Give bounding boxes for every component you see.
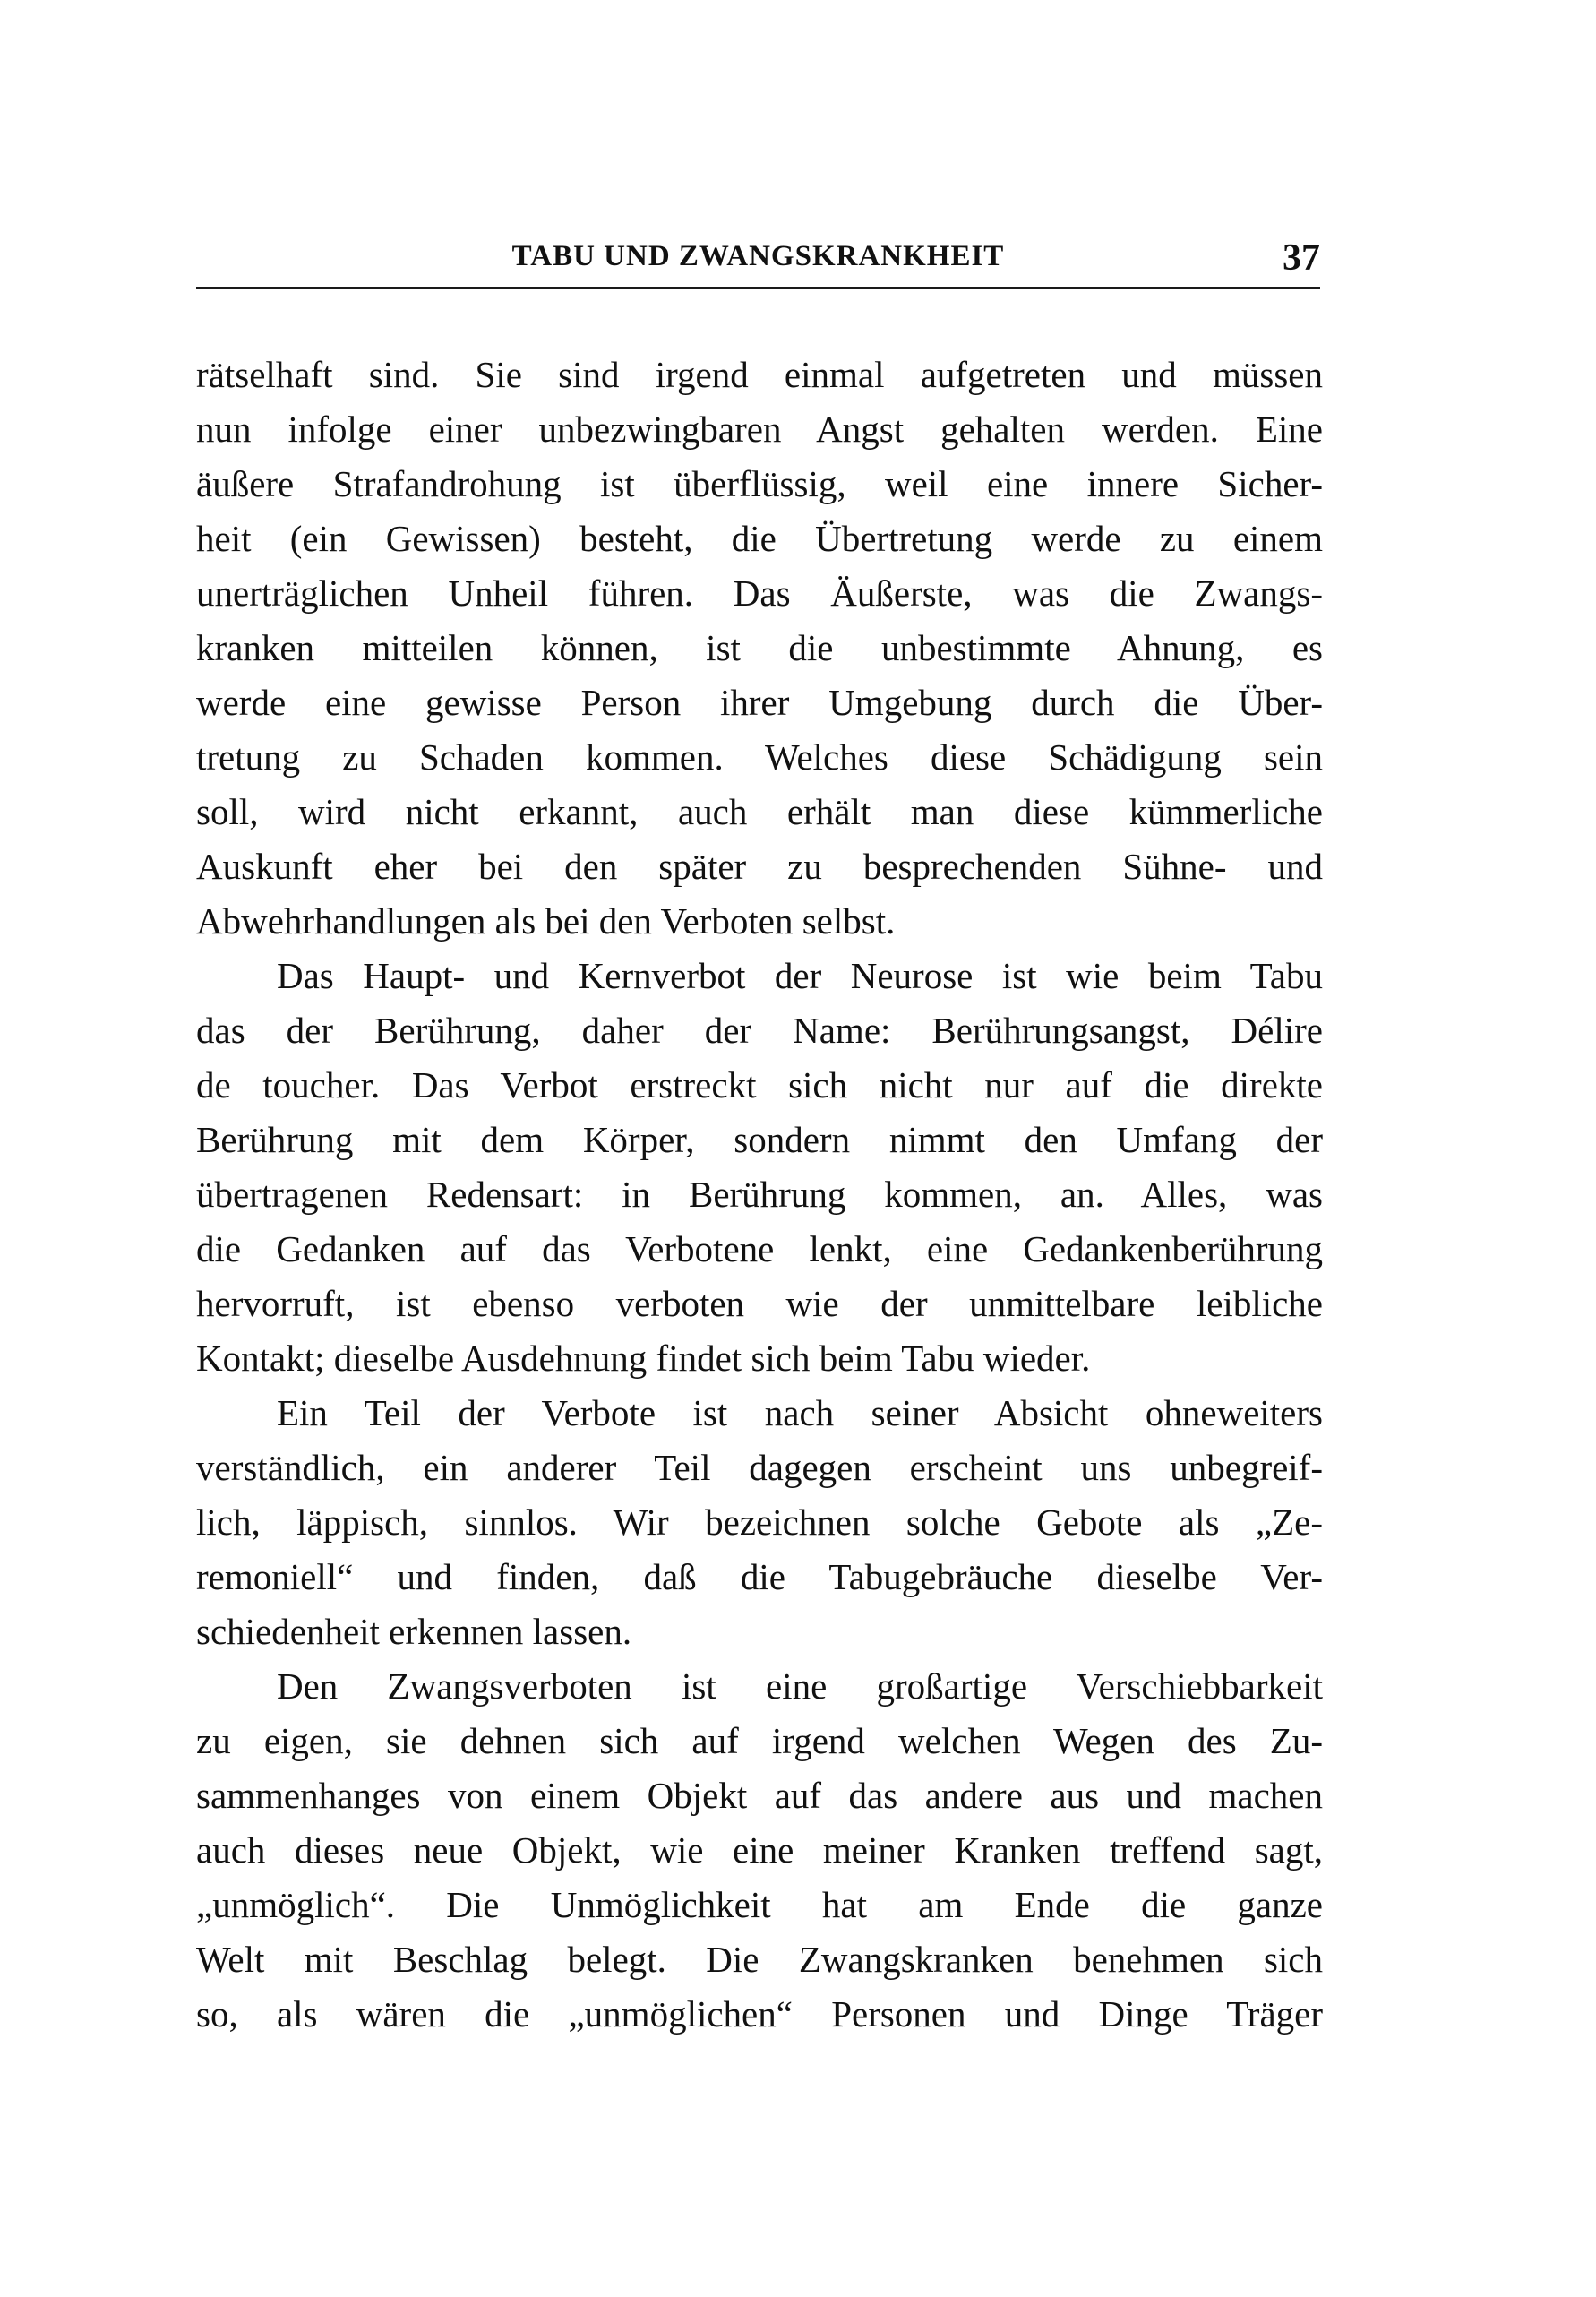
text-line: so, als wären die „unmöglichen“ Personen und Dinge Träger: [196, 1993, 1323, 2035]
text-line: de toucher. Das Verbot erstreckt sich nicht nur auf die direkte: [196, 1064, 1323, 1105]
text-line: kranken mitteilen können, ist die unbestimmte Ahnung, es: [196, 627, 1323, 668]
text-line: schiedenheit erkennen lassen.: [196, 1611, 632, 1652]
text-line: tretung zu Schaden kommen. Welches diese Schädigung sein: [196, 736, 1323, 778]
text-line: Berührung mit dem Körper, sondern nimmt den Umfang der: [196, 1119, 1323, 1160]
paragraph-first-line: Ein Teil der Verbote ist nach seiner Absicht ohneweiters: [277, 1392, 1323, 1433]
text-line: Abwehrhandlungen als bei den Verboten selbst.: [196, 900, 896, 942]
text-line: Welt mit Beschlag belegt. Die Zwangskranken benehmen sich: [196, 1939, 1323, 1980]
text-line: remoniell“ und finden, daß die Tabugebräuche dieselbe Ver-: [196, 1556, 1323, 1597]
text-line: das der Berührung, daher der Name: Berührungsangst, Délire: [196, 1010, 1323, 1051]
text-line: nun infolge einer unbezwingbaren Angst gehalten werden. Eine: [196, 409, 1323, 450]
text-line: Auskunft eher bei den später zu besprechenden Sühne- und: [196, 846, 1323, 887]
text-line: „unmöglich“. Die Unmöglichkeit hat am Ende die ganze: [196, 1884, 1323, 1925]
text-line: verständlich, ein anderer Teil dagegen erscheint uns unbegreif-: [196, 1447, 1323, 1488]
text-line: äußere Strafandrohung ist überflüssig, weil eine innere Sicher-: [196, 463, 1323, 504]
text-line: heit (ein Gewissen) besteht, die Übertretung werde zu einem: [196, 518, 1323, 559]
text-line: lich, läppisch, sinnlos. Wir bezeichnen solche Gebote als „Ze-: [196, 1501, 1323, 1543]
text-line: Kontakt; dieselbe Ausdehnung findet sich beim Tabu wieder.: [196, 1338, 1091, 1379]
text-line: zu eigen, sie dehnen sich auf irgend welchen Wegen des Zu-: [196, 1720, 1323, 1761]
text-line: werde eine gewisse Person ihrer Umgebung durch die Über-: [196, 682, 1323, 723]
text-line: hervorruft, ist ebenso verboten wie der unmittelbare leibliche: [196, 1283, 1323, 1324]
text-line: übertragenen Redensart: in Berührung kommen, an. Alles, was: [196, 1174, 1323, 1215]
paragraph-first-line: Den Zwangsverboten ist eine großartige Verschiebbarkeit: [277, 1665, 1323, 1707]
text-line: die Gedanken auf das Verbotene lenkt, eine Gedankenberührung: [196, 1228, 1323, 1269]
text-line: sammenhanges von einem Objekt auf das andere aus und machen: [196, 1775, 1323, 1816]
text-line: soll, wird nicht erkannt, auch erhält man diese kümmerliche: [196, 791, 1323, 832]
paragraph-first-line: Das Haupt- und Kernverbot der Neurose ist wie beim Tabu: [277, 955, 1323, 996]
page-number: 37: [1283, 237, 1320, 279]
body-text: [196, 348, 1323, 2042]
header-rule: [196, 287, 1320, 289]
text-line: unerträglichen Unheil führen. Das Äußerste, was die Zwangs-: [196, 572, 1323, 614]
running-title: TABU UND ZWANGSKRANKHEIT: [511, 240, 1005, 272]
text-line: rätselhaft sind. Sie sind irgend einmal aufgetreten und müssen: [196, 354, 1323, 395]
text-line: auch dieses neue Objekt, wie eine meiner Kranken treffend sagt,: [196, 1829, 1323, 1871]
page-header: [196, 237, 1320, 294]
